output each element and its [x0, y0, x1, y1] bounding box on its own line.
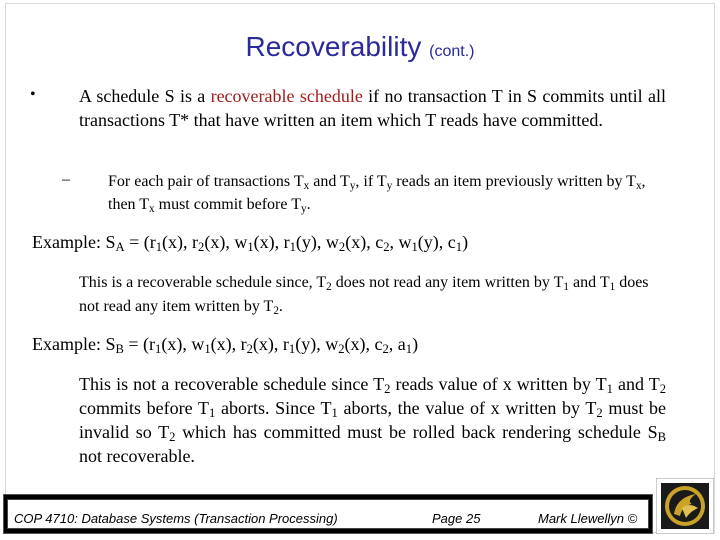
sub-bullet-marker: – [62, 171, 70, 188]
footer-page-number: Page 25 [432, 511, 481, 526]
example-schedule-a: Example: $S_A = (r_1(x)$, $r_2(x)$, $w_1(x)$, $r_1(y)$, $w_2(x)$, $c_2$, $w_1(y)$, $c_1$) [32, 232, 469, 255]
title-suffix: (cont.) [429, 43, 475, 60]
ucf-pegasus-logo-icon [656, 478, 714, 534]
footer-panel [7, 499, 649, 529]
sub-bullet-text: For each pair of transactions $T_x$ and $T_y$, if $T_y$ reads an item previously written by $T_x$, then $T_x$ must commit before $T_y$. [108, 173, 646, 215]
title-main: Recoverability [245, 31, 422, 62]
definition-paragraph: A schedule S is a recoverable schedule if no transaction T in S commits until all transactions T* that have written an item which T reads have committed. [79, 86, 666, 130]
footer-author: Mark Llewellyn © [538, 511, 638, 526]
example-schedule-b: Example: $S_B = (r_1(x)$, $w_1(x)$, $r_2(x)$, $r_1(y)$, $w_2(x)$, $c_2$, $a_1$) [32, 334, 419, 357]
recoverable-schedule-term: recoverable schedule [210, 86, 363, 106]
footer-bar [3, 494, 653, 534]
example-b-explanation: This is not a recoverable schedule since $T_2$ reads value of x written by $T_1$ and $T_2$ commits before $T_1$ aborts. Since $T_1$ aborts, the value of x written by $T_2$ must be invalid so $T_2$ which has committed must be rolled back rendering schedule $S_B$ not recoverable. [79, 374, 667, 466]
bullet-marker: • [30, 86, 36, 103]
footer-course: COP 4710: Database Systems (Transaction Processing) [14, 511, 338, 526]
slide-title [0, 30, 720, 69]
example-a-explanation: This is a recoverable schedule since, $T_2$ does not read any item written by $T_1$ and $T_1$ does not read any item written by $T_2$. [79, 274, 649, 317]
